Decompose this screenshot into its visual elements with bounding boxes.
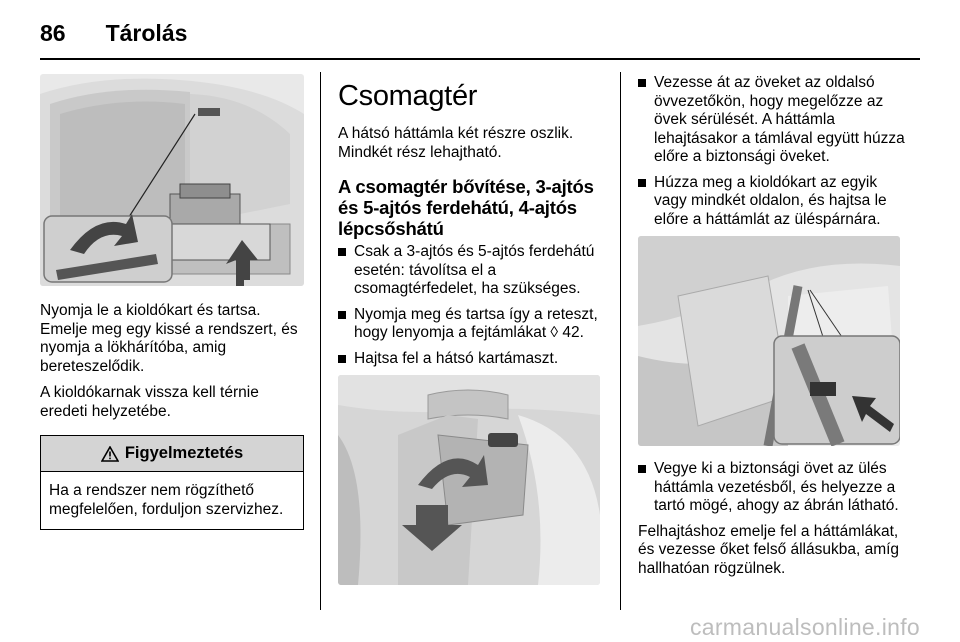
armrest-illustration	[338, 375, 600, 585]
warning-text: Ha a rendszer nem rögzíthető megfelelően, forduljon szervizhez.	[49, 482, 284, 518]
watermark-text: carmanualsonline.info	[689, 614, 920, 640]
list-item: Nyomja meg és tartsa így a reteszt, hogy lenyomja a fejtámlákat ◊ 42.	[338, 306, 606, 343]
bike-carrier-illustration	[40, 74, 304, 286]
bullet-square-icon	[638, 179, 646, 187]
column-divider-1	[320, 72, 321, 610]
list-item: Vegye ki a biztonsági övet az ülés háttámla vezetésből, és helyezze a tartó mögé, ahogy az ábrán látható.	[638, 460, 906, 516]
bullet-square-icon	[338, 355, 346, 363]
page-number: 86	[40, 20, 66, 46]
intro-paragraph: A hátsó háttámla két részre oszlik. Mindkét rész lehajtható.	[338, 125, 574, 161]
bullet-square-icon	[638, 79, 646, 87]
header-rule	[40, 58, 920, 60]
list-item: Hajtsa fel a hátsó kartámaszt.	[338, 350, 606, 369]
instruction-list	[638, 74, 906, 229]
column-middle	[338, 74, 606, 585]
seatback-release-illustration	[638, 236, 900, 446]
section-title: Tárolás	[105, 20, 188, 46]
body-paragraph: Nyomja le a kioldókart és tartsa. Emelje meg egy kissé a rendszert, és nyomja a lökhárítóba, amig bereteszelődik.	[40, 302, 298, 375]
column-right	[638, 74, 906, 586]
instruction-list	[338, 243, 606, 368]
instruction-list	[638, 460, 906, 516]
warning-box	[40, 435, 304, 530]
subsection-heading: A csomagtér bővítése, 3-ajtós és 5-ajtós ferdehátú, 4-ajtós lépcsőshátú	[338, 176, 594, 239]
bullet-square-icon	[638, 465, 646, 473]
bullet-square-icon	[338, 248, 346, 256]
body-paragraph: Felhajtáshoz emelje fel a háttámlákat, és vezesse őket felső állásukba, amíg hallhatóan rögzülnek.	[638, 522, 900, 577]
column-left	[40, 74, 304, 530]
warning-header	[41, 436, 303, 472]
warning-triangle-icon	[101, 446, 119, 462]
page-header	[40, 20, 187, 50]
body-paragraph: A kioldókarnak vissza kell térnie eredeti helyzetébe.	[40, 384, 259, 420]
section-heading: Csomagtér	[338, 80, 478, 112]
list-item: Húzza meg a kioldókart az egyik vagy mindkét oldalon, és hajtsa le előre a háttámlát az üléspárnára.	[638, 174, 906, 230]
list-item: Csak a 3-ajtós és 5-ajtós ferdehátú esetén: távolítsa el a csomagtérfedelet, ha szükséges.	[338, 243, 606, 299]
list-item: Vezesse át az öveket az oldalsó övvezetőkön, hogy megelőzze az övek sérülését. A háttámla lehajtásakor a támlával együtt húzza előre a biztonsági öveket.	[638, 74, 906, 167]
column-divider-2	[620, 72, 621, 610]
warning-title: Figyelmeztetés	[124, 444, 244, 462]
bullet-square-icon	[338, 311, 346, 319]
